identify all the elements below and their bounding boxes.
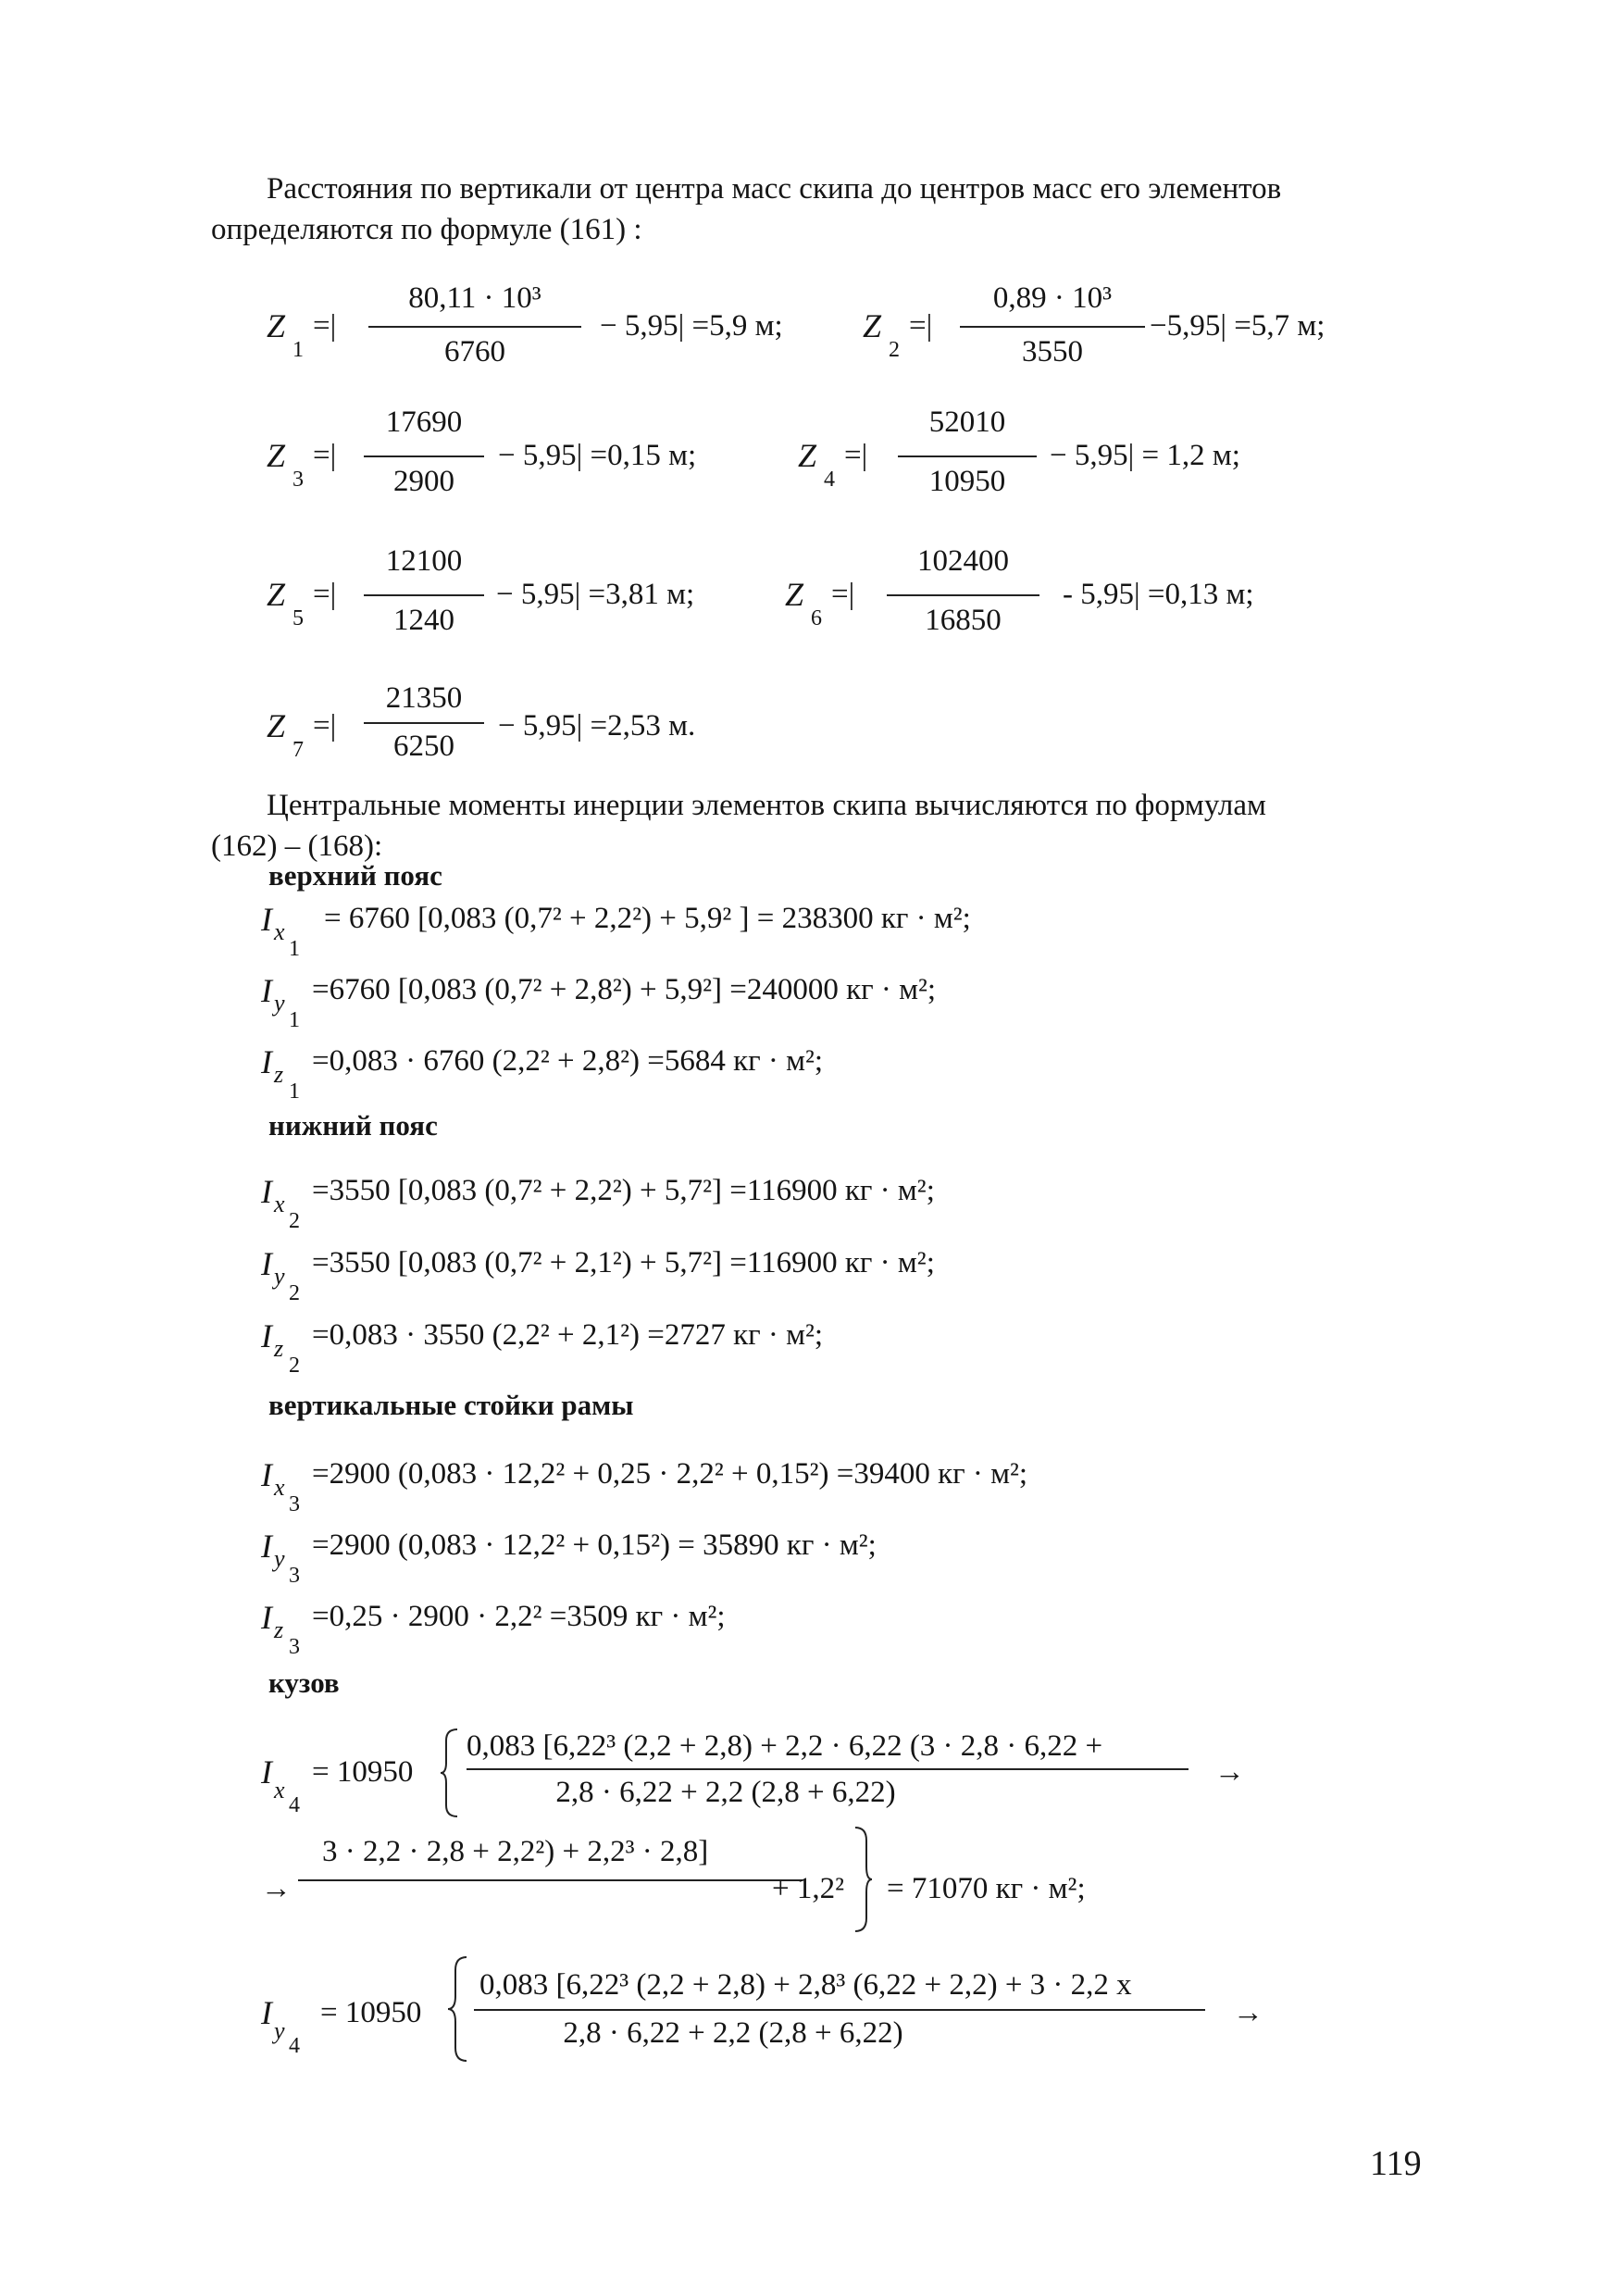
z2-equation	[863, 278, 1381, 370]
z4-numerator: 52010	[928, 406, 1006, 439]
z6-symbol: Z	[785, 576, 804, 613]
iy3-expr: =2900 (0,083 · 12,2² + 0,15²) = 35890 кг · м²;	[312, 1529, 877, 1562]
ix4-cont-numerator: 3 · 2,2 · 2,8 + 2,2²) + 2,2³ · 2,8]	[322, 1835, 709, 1868]
iz3-symbol: I	[261, 1599, 272, 1636]
ix4-continuation	[261, 1829, 1187, 1931]
ix4-brace-right	[853, 1826, 874, 1933]
z7-abs-open: =|	[313, 709, 337, 742]
z7-denominator: 6250	[393, 730, 454, 763]
moments-line-2: (162) – (168):	[211, 830, 383, 863]
z1-numerator: 80,11 · 10³	[408, 281, 541, 315]
z1-equation	[267, 278, 859, 370]
ix4-equation	[261, 1720, 1279, 1822]
z6-fraction-bar	[887, 594, 1039, 596]
z5-result: − 5,95| =3,81 м;	[496, 578, 695, 611]
z7-result: − 5,95| =2,53 м.	[498, 709, 696, 742]
z6-denominator: 16850	[925, 604, 1002, 637]
z5-fraction-bar	[364, 594, 484, 596]
moments-line-1: Центральные моменты инерции элементов скипа вычисляются по формулам	[267, 789, 1266, 822]
ix4-subsub: 4	[289, 1793, 300, 1817]
z1-abs-open: =|	[313, 309, 337, 343]
z1-denominator: 6760	[444, 335, 505, 368]
iy4-subsub: 4	[289, 2034, 300, 2058]
z1-subscript: 1	[292, 338, 304, 362]
z5-symbol: Z	[267, 576, 286, 613]
intro-line-2: определяются по формуле (161) :	[211, 213, 642, 246]
ix4-sub: x	[274, 1777, 285, 1803]
ix4-cont-arrow: →	[261, 1872, 292, 1905]
z3-abs-open: =|	[313, 439, 337, 472]
ix4-brace-left	[439, 1728, 459, 1818]
ix3-subsub: 3	[289, 1492, 300, 1516]
z7-subscript: 7	[292, 738, 304, 762]
z2-numerator: 0,89 · 10³	[992, 281, 1113, 315]
iy1-expr: =6760 [0,083 (0,7² + 2,8²) + 5,9²] =240000 кг · м²;	[312, 973, 937, 1006]
iy1-sub: y	[274, 990, 285, 1017]
group-label-body: кузов	[268, 1666, 340, 1699]
ix4-cont-plus: + 1,2²	[772, 1872, 845, 1905]
z3-fraction-bar	[364, 455, 484, 457]
iy2-subsub: 2	[289, 1281, 300, 1305]
ix4-result: = 71070 кг · м²;	[887, 1872, 1086, 1905]
ix4-denominator: 2,8 · 6,22 + 2,2 (2,8 + 6,22)	[555, 1776, 896, 1809]
page-number: 119	[1370, 2144, 1422, 2183]
iz3-expr: =0,25 · 2900 · 2,2² =3509 кг · м²;	[312, 1600, 726, 1633]
z2-fraction-bar	[960, 326, 1145, 328]
z7-numerator: 21350	[385, 681, 463, 715]
z4-denominator: 10950	[928, 465, 1006, 498]
ix3-symbol: I	[261, 1456, 272, 1493]
z1-fraction-bar	[368, 326, 581, 328]
iy1-symbol: I	[261, 972, 272, 1009]
z5-abs-open: =|	[313, 578, 337, 611]
iy4-brace-left	[446, 1955, 468, 2063]
z6-result: - 5,95| =0,13 м;	[1063, 578, 1254, 611]
ix2-symbol: I	[261, 1173, 272, 1210]
iy4-numerator: 0,083 [6,22³ (2,2 + 2,8) + 2,8³ (6,22 + 2,2) + 3 · 2,2 x	[479, 1968, 1132, 2002]
z4-equation	[798, 400, 1316, 498]
ix1-symbol: I	[261, 901, 272, 938]
z2-denominator: 3550	[1022, 335, 1083, 368]
iz1-sub: z	[274, 1061, 284, 1088]
ix4-symbol: I	[261, 1753, 272, 1791]
z4-subscript: 4	[824, 468, 835, 492]
group-label-lower-belt: нижний пояс	[268, 1109, 438, 1142]
iy3-symbol: I	[261, 1528, 272, 1565]
iy4-equation	[261, 1952, 1279, 2063]
ix2-expr: =3550 [0,083 (0,7² + 2,2²) + 5,7²] =116900 кг · м²;	[312, 1174, 935, 1207]
iz2-expr: =0,083 · 3550 (2,2² + 2,1²) =2727 кг · м²;	[312, 1318, 824, 1352]
iz3-sub: z	[274, 1616, 284, 1643]
iz1-expr: =0,083 · 6760 (2,2² + 2,8²) =5684 кг · м²;	[312, 1044, 824, 1078]
z3-subscript: 3	[292, 468, 304, 492]
z2-subscript: 2	[889, 338, 900, 362]
z6-numerator: 102400	[917, 544, 1009, 578]
iy4-arrow: →	[1233, 1996, 1263, 2029]
iz1-symbol: I	[261, 1043, 272, 1080]
z3-result: − 5,95| =0,15 м;	[498, 439, 697, 472]
iy4-symbol: I	[261, 1994, 272, 2031]
iy4-lead: = 10950	[320, 1996, 422, 2029]
z2-symbol: Z	[863, 307, 882, 344]
z1-result: − 5,95| =5,9 м;	[600, 309, 783, 343]
ix3-sub: x	[274, 1474, 285, 1501]
z4-result: − 5,95| = 1,2 м;	[1050, 439, 1240, 472]
intro-line-1: Расстояния по вертикали от центра масс скипа до центров масс его элементов	[267, 172, 1282, 206]
z4-abs-open: =|	[844, 439, 868, 472]
group-label-upper-belt: верхний пояс	[268, 859, 442, 892]
ix2-sub: x	[274, 1191, 285, 1217]
z4-fraction-bar	[898, 455, 1037, 457]
iz3-subsub: 3	[289, 1635, 300, 1659]
z5-subscript: 5	[292, 606, 304, 630]
ix2-subsub: 2	[289, 1209, 300, 1233]
ix1-subsub: 1	[289, 937, 300, 961]
iy4-sub: y	[274, 2017, 285, 2044]
z2-abs-open: =|	[909, 309, 933, 343]
ix4-numerator: 0,083 [6,22³ (2,2 + 2,8) + 2,2 · 6,22 (3 · 2,8 · 6,22 +	[467, 1729, 1103, 1763]
iy3-subsub: 3	[289, 1564, 300, 1588]
z6-equation	[785, 539, 1322, 637]
z3-symbol: Z	[267, 437, 286, 474]
intro-paragraph	[211, 168, 1414, 250]
iy4-fraction-bar	[474, 2009, 1205, 2011]
group-label-vertical-posts: вертикальные стойки рамы	[268, 1389, 634, 1421]
z6-abs-open: =|	[831, 578, 855, 611]
z3-numerator: 17690	[385, 406, 463, 439]
iz2-subsub: 2	[289, 1354, 300, 1378]
iz2-symbol: I	[261, 1317, 272, 1354]
ix4-arrow: →	[1214, 1755, 1245, 1789]
z4-symbol: Z	[798, 437, 817, 474]
z1-symbol: Z	[267, 307, 286, 344]
z3-equation	[267, 400, 785, 498]
z5-equation	[267, 539, 785, 637]
z5-numerator: 12100	[385, 544, 463, 578]
ix4-cont-fraction-bar	[298, 1879, 803, 1881]
iy3-sub: y	[274, 1545, 285, 1572]
iz2-sub: z	[274, 1335, 284, 1362]
z2-result: −5,95| =5,7 м;	[1150, 309, 1326, 343]
iy4-denominator: 2,8 · 6,22 + 2,2 (2,8 + 6,22)	[563, 2016, 903, 2050]
iy2-expr: =3550 [0,083 (0,7² + 2,1²) + 5,7²] =116900 кг · м²;	[312, 1246, 935, 1279]
iy2-sub: y	[274, 1263, 285, 1290]
ix4-fraction-bar	[467, 1768, 1189, 1770]
iy2-symbol: I	[261, 1245, 272, 1282]
z6-subscript: 6	[811, 606, 822, 630]
iy1-subsub: 1	[289, 1008, 300, 1032]
ix1-expr: = 6760 [0,083 (0,7² + 2,2²) + 5,9² ] = 238300 кг · м²;	[324, 902, 971, 935]
z5-denominator: 1240	[393, 604, 454, 637]
z7-equation	[267, 680, 785, 772]
ix3-expr: =2900 (0,083 · 12,2² + 0,25 · 2,2² + 0,15²) =39400 кг · м²;	[312, 1457, 1028, 1491]
ix1-sub: x	[274, 918, 285, 945]
iz1-subsub: 1	[289, 1079, 300, 1104]
z7-fraction-bar	[364, 722, 484, 724]
moments-paragraph	[211, 785, 1414, 867]
z7-symbol: Z	[267, 707, 286, 744]
ix4-lead: = 10950	[312, 1755, 414, 1789]
z3-denominator: 2900	[393, 465, 454, 498]
